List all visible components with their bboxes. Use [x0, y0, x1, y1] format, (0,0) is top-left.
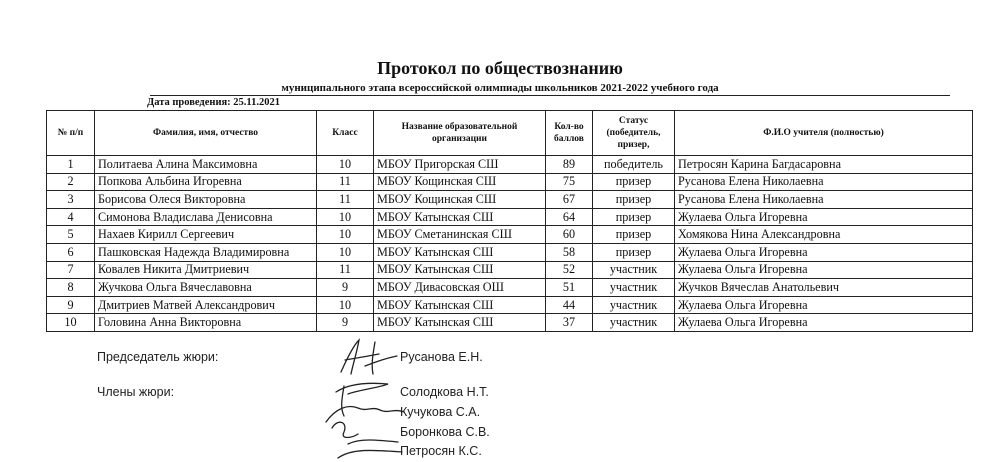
header-num: № п/п	[47, 111, 95, 156]
row-class: 9	[317, 314, 374, 332]
row-score: 52	[546, 261, 593, 279]
row-status: участник	[593, 314, 675, 332]
row-teacher: Хомякова Нина Александровна	[675, 226, 973, 244]
row-status: призер	[593, 243, 675, 261]
row-teacher: Жучков Вячеслав Анатольевич	[675, 279, 973, 297]
row-class: 10	[317, 243, 374, 261]
table-row	[47, 261, 973, 279]
row-score: 37	[546, 314, 593, 332]
jury-member-4: Петросян К.С.	[400, 444, 482, 458]
row-num: 2	[47, 173, 95, 191]
event-date: Дата проведения: 25.11.2021	[147, 97, 280, 108]
header-school: Название образовательной организации	[374, 111, 546, 156]
table-row	[47, 156, 973, 174]
header-teacher: Ф.И.О учителя (полностью)	[675, 111, 973, 156]
table-row	[47, 314, 973, 332]
members-signatures-image	[318, 378, 413, 462]
row-name: Нахаев Кирилл Сергеевич	[95, 226, 317, 244]
row-class: 11	[317, 191, 374, 209]
jury-chair-label: Председатель жюри:	[97, 350, 219, 364]
row-num: 1	[47, 156, 95, 174]
row-num: 5	[47, 226, 95, 244]
header-name: Фамилия, имя, отчество	[95, 111, 317, 156]
jury-member-2: Кучукова С.А.	[400, 405, 481, 419]
row-name: Пашковская Надежда Владимировна	[95, 243, 317, 261]
row-name: Дмитриев Матвей Александрович	[95, 296, 317, 314]
row-teacher: Жулаева Ольга Игоревна	[675, 296, 973, 314]
row-status: призер	[593, 173, 675, 191]
row-class: 10	[317, 208, 374, 226]
row-class: 10	[317, 226, 374, 244]
row-class: 10	[317, 296, 374, 314]
table-row	[47, 243, 973, 261]
row-school: МБОУ Катынская СШ	[374, 208, 546, 226]
row-status: призер	[593, 191, 675, 209]
row-num: 4	[47, 208, 95, 226]
jury-member-1: Солодкова Н.Т.	[400, 385, 489, 399]
row-school: МБОУ Катынская СШ	[374, 243, 546, 261]
table-row	[47, 173, 973, 191]
row-teacher: Жулаева Ольга Игоревна	[675, 261, 973, 279]
table-header-row	[47, 111, 973, 156]
row-status: победитель	[593, 156, 675, 174]
row-school: МБОУ Катынская СШ	[374, 296, 546, 314]
table-row	[47, 296, 973, 314]
row-status: призер	[593, 208, 675, 226]
row-class: 9	[317, 279, 374, 297]
row-num: 10	[47, 314, 95, 332]
row-num: 9	[47, 296, 95, 314]
row-num: 6	[47, 243, 95, 261]
row-school: МБОУ Кощинская СШ	[374, 173, 546, 191]
row-name: Попкова Альбина Игоревна	[95, 173, 317, 191]
row-score: 60	[546, 226, 593, 244]
row-name: Борисова Олеся Викторовна	[95, 191, 317, 209]
row-status: участник	[593, 261, 675, 279]
row-teacher: Русанова Елена Николаевна	[675, 191, 973, 209]
row-school: МБОУ Кощинская СШ	[374, 191, 546, 209]
row-teacher: Жулаева Ольга Игоревна	[675, 314, 973, 332]
table-row	[47, 191, 973, 209]
header-status: Статус (победитель, призер,	[593, 111, 675, 156]
row-name: Политаева Алина Максимовна	[95, 156, 317, 174]
row-status: участник	[593, 279, 675, 297]
row-school: МБОУ Сметанинская СШ	[374, 226, 546, 244]
row-teacher: Русанова Елена Николаевна	[675, 173, 973, 191]
row-num: 8	[47, 279, 95, 297]
table-row	[47, 226, 973, 244]
row-name: Жучкова Ольга Вячеславовна	[95, 279, 317, 297]
row-school: МБОУ Катынская СШ	[374, 314, 546, 332]
row-score: 64	[546, 208, 593, 226]
row-score: 44	[546, 296, 593, 314]
row-teacher: Жулаева Ольга Игоревна	[675, 208, 973, 226]
chair-signature-image	[335, 336, 405, 378]
header-score: Кол-во баллов	[546, 111, 593, 156]
document-subtitle: муниципального этапа всероссийской олимпиады школьников 2021-2022 учебного года	[281, 82, 719, 94]
row-num: 7	[47, 261, 95, 279]
row-class: 11	[317, 173, 374, 191]
jury-chair-name: Русанова Е.Н.	[400, 350, 483, 364]
document-title: Протокол по обществознанию	[377, 58, 623, 78]
row-num: 3	[47, 191, 95, 209]
row-score: 58	[546, 243, 593, 261]
row-name: Симонова Владислава Денисовна	[95, 208, 317, 226]
jury-members-label: Члены жюри:	[97, 385, 175, 399]
row-score: 67	[546, 191, 593, 209]
table-row	[47, 279, 973, 297]
row-name: Ковалев Никита Дмитриевич	[95, 261, 317, 279]
row-score: 89	[546, 156, 593, 174]
subtitle-underline	[150, 95, 950, 96]
row-score: 75	[546, 173, 593, 191]
row-teacher: Жулаева Ольга Игоревна	[675, 243, 973, 261]
header-class: Класс	[317, 111, 374, 156]
row-teacher: Петросян Карина Багдасаровна	[675, 156, 973, 174]
row-name: Головина Анна Викторовна	[95, 314, 317, 332]
row-status: призер	[593, 226, 675, 244]
row-school: МБОУ Дивасовская ОШ	[374, 279, 546, 297]
results-table	[46, 110, 973, 332]
row-class: 11	[317, 261, 374, 279]
row-score: 51	[546, 279, 593, 297]
row-school: МБОУ Пригорская СШ	[374, 156, 546, 174]
row-school: МБОУ Катынская СШ	[374, 261, 546, 279]
jury-member-3: Боронкова С.В.	[400, 425, 490, 439]
row-class: 10	[317, 156, 374, 174]
table-row	[47, 208, 973, 226]
row-status: участник	[593, 296, 675, 314]
